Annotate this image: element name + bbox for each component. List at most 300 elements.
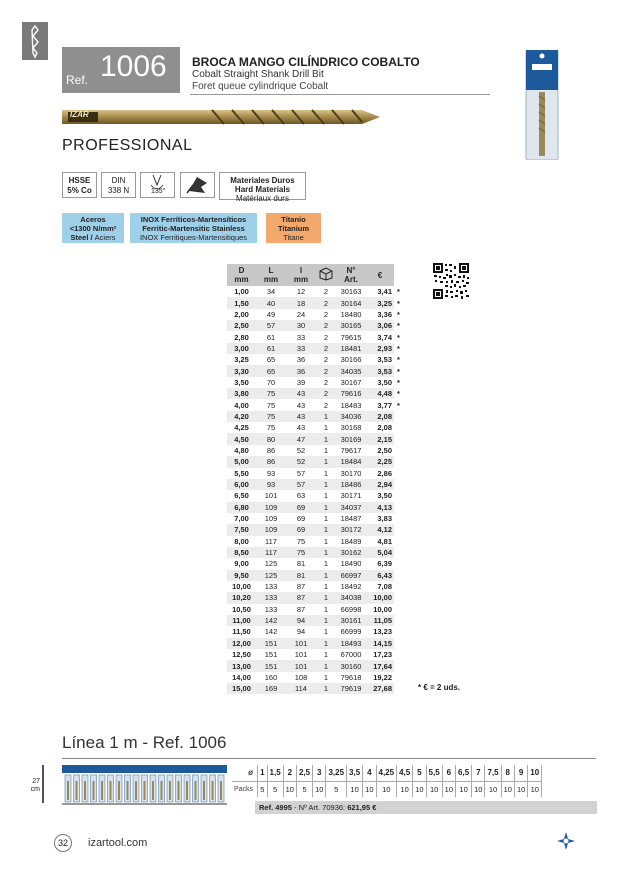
cell-article: 30162 <box>336 547 366 558</box>
cell-diameter: 12,50 <box>232 650 251 660</box>
steel-line3b: Aciers <box>94 233 116 242</box>
table-row <box>227 536 404 547</box>
cell-flute-length: 69 <box>296 514 306 524</box>
linea-packs-cell: 10 <box>501 781 514 797</box>
cell-pack: 1 <box>316 479 336 490</box>
table-row <box>227 604 404 615</box>
cell-flute-length: 36 <box>286 365 316 376</box>
cell-pack: 1 <box>323 468 329 478</box>
linea-diameter-cell: 7,5 <box>485 765 501 781</box>
spec-hsse-line2: 5% Co <box>67 186 92 195</box>
cell-price: 3,36 <box>377 309 392 319</box>
cell-pack: 1 <box>316 683 336 694</box>
titanium-line2: Titanium <box>277 224 310 233</box>
linea-packs-cell: 10 <box>376 781 397 797</box>
cell-pack: 2 <box>316 388 336 399</box>
cell-flute-length: 87 <box>296 604 306 614</box>
linea-diameter-cell: 2,5 <box>296 765 312 781</box>
cell-star: * <box>394 377 404 388</box>
linea-diameter-cell: 10 <box>528 765 542 781</box>
cell-pack: 1 <box>316 502 336 513</box>
cell-total-length: 61 <box>256 343 286 354</box>
table-row <box>227 343 404 354</box>
cell-total-length: 93 <box>266 468 276 478</box>
cell-article: 34035 <box>336 365 366 376</box>
linea-table <box>232 765 542 797</box>
cell-total-length: 133 <box>264 582 278 592</box>
table-row <box>227 592 404 603</box>
header-l: l mm <box>286 264 316 286</box>
cell-diameter: 4,25 <box>234 423 249 433</box>
cell-price: 4,13 <box>366 502 394 513</box>
cell-star <box>394 479 404 490</box>
cell-star: * <box>394 343 404 354</box>
linea-diameter-cell: 3 <box>313 765 326 781</box>
cell-total-length: 160 <box>264 672 278 682</box>
table-row <box>227 683 404 694</box>
cell-total-length: 86 <box>256 456 286 467</box>
linea-packs-cell: 10 <box>283 781 296 797</box>
drill-bit-image <box>62 104 382 130</box>
cell-pack: 2 <box>316 297 336 308</box>
header-price: € <box>366 264 394 286</box>
linea-title: Línea 1 m - Ref. 1006 <box>62 733 227 752</box>
cell-price: 11,05 <box>366 615 394 626</box>
cell-flute-length: 39 <box>296 377 306 387</box>
cell-star <box>394 513 404 524</box>
cell-pack: 2 <box>323 287 329 297</box>
linea-packs-cell: 10 <box>442 781 455 797</box>
dimension-unit: cm <box>30 786 40 793</box>
cell-article: 30170 <box>340 468 362 478</box>
cell-article: 66998 <box>340 604 362 614</box>
linea-diameter-cell: 3,25 <box>326 765 347 781</box>
table-row <box>227 558 404 569</box>
cell-total-length: 133 <box>264 604 278 614</box>
hard-materials-es: Materiales Duros <box>230 176 295 185</box>
cell-total-length: 65 <box>266 355 276 365</box>
steel-line3a: Steel / <box>70 233 95 242</box>
cell-flute-length: 108 <box>294 672 308 682</box>
cell-article: 30171 <box>340 491 362 501</box>
cell-diameter: 4,20 <box>227 411 256 422</box>
cell-flute-length: 87 <box>296 582 306 592</box>
cell-diameter: 6,80 <box>227 502 256 513</box>
cell-pack: 1 <box>323 650 329 660</box>
cell-price: 17,23 <box>373 650 392 660</box>
linea-ref-art: - Nº Art. 70936: <box>291 803 348 812</box>
linea-diameter-cell: 4,25 <box>376 765 397 781</box>
cell-article: 30168 <box>340 423 362 433</box>
cell-pack: 2 <box>323 377 329 387</box>
cell-price: 2,94 <box>366 479 394 490</box>
table-row <box>227 479 404 490</box>
cell-price: 10,00 <box>373 604 392 614</box>
cell-star <box>394 638 404 649</box>
category-drill-icon <box>22 22 48 60</box>
cell-article: 30172 <box>336 524 366 535</box>
cell-pack: 1 <box>323 559 329 569</box>
linea-packs-cell: 10 <box>485 781 501 797</box>
cell-star <box>394 411 404 422</box>
cell-flute-length: 57 <box>286 479 316 490</box>
spec-din-line2: 338 N <box>107 186 130 195</box>
cell-diameter: 10,20 <box>227 592 256 603</box>
table-row <box>227 309 404 320</box>
cell-diameter: 1,50 <box>227 297 256 308</box>
cell-pack: 1 <box>316 660 336 671</box>
cell-pack: 1 <box>316 615 336 626</box>
cell-diameter: 5,50 <box>234 468 249 478</box>
cell-price: 5,04 <box>366 547 394 558</box>
cell-star <box>394 660 404 671</box>
cell-flute-length: 24 <box>296 309 306 319</box>
cell-star <box>394 536 404 547</box>
table-row <box>227 615 404 626</box>
cell-price: 3,25 <box>366 297 394 308</box>
cell-article: 79616 <box>336 388 366 399</box>
cell-star <box>394 468 404 479</box>
cell-pack: 1 <box>323 627 329 637</box>
cell-flute-length: 81 <box>296 559 306 569</box>
header-art: N° Art. <box>336 264 366 286</box>
display-drill <box>101 781 103 800</box>
cell-article: 79615 <box>340 332 362 342</box>
cell-diameter: 8,50 <box>227 547 256 558</box>
cell-flute-length: 63 <box>296 491 306 501</box>
cell-star: * <box>394 388 404 399</box>
cell-article: 18480 <box>340 309 362 319</box>
cell-diameter: 3,25 <box>234 355 249 365</box>
table-row <box>227 331 404 342</box>
cell-star <box>394 581 404 592</box>
table-header-row <box>227 264 404 286</box>
table-row <box>227 377 404 388</box>
cell-diameter: 2,80 <box>234 332 249 342</box>
hard-materials-en: Hard Materials <box>234 185 291 194</box>
diameter-symbol: ø <box>232 765 258 781</box>
cell-article: 30169 <box>336 433 366 444</box>
cell-flute-length: 33 <box>296 332 306 342</box>
cell-flute-length: 94 <box>286 615 316 626</box>
cell-price: 2,25 <box>366 456 394 467</box>
table-row <box>227 524 404 535</box>
cell-price: 2,08 <box>377 423 392 433</box>
cell-diameter: 5,00 <box>227 456 256 467</box>
reference-box <box>62 47 180 93</box>
cell-article: 79619 <box>336 683 366 694</box>
table-row <box>227 672 404 683</box>
cell-star: * <box>394 297 404 308</box>
cell-pack: 1 <box>316 433 336 444</box>
display-drill <box>67 781 69 800</box>
table-row <box>227 445 404 456</box>
cell-diameter: 4,50 <box>227 433 256 444</box>
material-inox <box>130 213 257 243</box>
cell-total-length: 117 <box>265 536 277 546</box>
cell-flute-length: 36 <box>296 355 306 365</box>
dimension-value: 27 <box>32 778 40 785</box>
cell-total-length: 70 <box>266 377 276 387</box>
cell-pack: 1 <box>316 570 336 581</box>
cell-pack: 2 <box>316 343 336 354</box>
cell-article: 79617 <box>340 445 362 455</box>
display-drill <box>76 781 78 800</box>
display-drill <box>212 781 214 800</box>
cell-star <box>394 547 404 558</box>
cell-price: 17,64 <box>366 660 394 671</box>
product-title-en: Cobalt Straight Shank Drill Bit <box>192 69 324 80</box>
cell-total-length: 125 <box>256 570 286 581</box>
cell-total-length: 109 <box>256 502 286 513</box>
cell-pack: 2 <box>323 400 329 410</box>
cell-price: 27,68 <box>366 683 394 694</box>
cell-flute-length: 43 <box>296 400 306 410</box>
cell-diameter: 10,50 <box>232 604 251 614</box>
inox-line2: Ferritic-Martensitic Stainless <box>142 224 245 233</box>
table-row <box>227 365 404 376</box>
linea-reference <box>255 801 597 814</box>
cell-total-length: 75 <box>266 423 276 433</box>
cell-flute-length: 101 <box>286 638 316 649</box>
linea-packs-cell: 5 <box>267 781 283 797</box>
cell-total-length: 49 <box>266 309 276 319</box>
cell-price: 3,50 <box>377 377 392 387</box>
table-row <box>227 649 404 660</box>
cell-price: 14,15 <box>366 638 394 649</box>
display-drill <box>118 781 120 800</box>
linea-packs-cell: 10 <box>528 781 542 797</box>
cell-total-length: 34 <box>266 287 276 297</box>
material-steel <box>62 213 124 243</box>
cell-diameter: 3,00 <box>227 343 256 354</box>
linea-diameter-cell: 5 <box>413 765 426 781</box>
cell-price: 4,12 <box>366 524 394 535</box>
cell-article: 30166 <box>340 355 362 365</box>
cell-flute-length: 43 <box>286 411 316 422</box>
linea-packs-cell: 10 <box>456 781 472 797</box>
cell-total-length: 75 <box>266 400 276 410</box>
cell-total-length: 109 <box>256 524 286 535</box>
hard-materials-fr: Matériaux durs <box>236 194 289 203</box>
cell-price: 4,81 <box>377 536 392 546</box>
brand-logo-text: IZAR <box>70 110 89 119</box>
cell-article: 18489 <box>340 536 362 546</box>
header-pack <box>316 264 336 286</box>
cell-diameter: 4,80 <box>234 445 249 455</box>
cell-total-length: 117 <box>256 547 286 558</box>
steel-line2: <1300 N/mm² <box>69 224 117 233</box>
cell-article: 18490 <box>340 559 362 569</box>
cell-star <box>394 456 404 467</box>
linea-packs-cell: 10 <box>426 781 442 797</box>
linea-diameter-cell: 9 <box>514 765 527 781</box>
header-d: D mm <box>227 264 256 286</box>
cell-flute-length: 52 <box>296 445 306 455</box>
cell-article: 18492 <box>340 582 362 592</box>
cell-article: 18483 <box>340 400 362 410</box>
cell-pack: 1 <box>323 423 329 433</box>
linea-diameter-row <box>232 765 542 781</box>
qr-code[interactable] <box>432 262 470 300</box>
display-drill <box>169 781 171 800</box>
linea-packs-cell: 10 <box>313 781 326 797</box>
cell-total-length: 151 <box>264 650 278 660</box>
cell-diameter: 11,00 <box>227 615 256 626</box>
cell-star <box>394 570 404 581</box>
cell-pack: 1 <box>316 524 336 535</box>
cell-total-length: 65 <box>256 365 286 376</box>
spec-din-line1: DIN <box>111 176 126 185</box>
cell-pack: 1 <box>316 456 336 467</box>
product-title-fr: Foret queue cylindrique Cobalt <box>192 81 329 92</box>
display-drill <box>84 781 86 800</box>
page-number: 32 <box>54 834 72 852</box>
table-row <box>227 320 404 331</box>
table-row <box>227 570 404 581</box>
cell-total-length: 75 <box>256 388 286 399</box>
cell-diameter: 9,50 <box>227 570 256 581</box>
product-title-es: BROCA MANGO CILÍNDRICO COBALTO <box>192 55 420 69</box>
angle-value: 135° <box>151 188 166 195</box>
cell-diameter: 7,50 <box>227 524 256 535</box>
cell-article: 18493 <box>336 638 366 649</box>
pack-note: * € = 2 uds. <box>418 683 461 692</box>
cell-diameter: 4,00 <box>234 400 249 410</box>
cell-total-length: 57 <box>256 320 286 331</box>
table-row <box>227 456 404 467</box>
cell-price: 3,53 <box>377 355 392 365</box>
linea-diameter-cell: 2 <box>283 765 296 781</box>
spec-point-angle <box>140 172 175 198</box>
linea-diameter-cell: 7 <box>472 765 485 781</box>
display-drill <box>93 781 95 800</box>
cell-pack: 2 <box>316 365 336 376</box>
cell-star <box>394 433 404 444</box>
cell-star <box>394 615 404 626</box>
cell-price: 6,43 <box>366 570 394 581</box>
cell-total-length: 40 <box>256 297 286 308</box>
linea-packs-cell: 10 <box>514 781 527 797</box>
linea-packs-cell: 10 <box>413 781 426 797</box>
cell-star: * <box>394 399 404 410</box>
cell-flute-length: 52 <box>286 456 316 467</box>
cell-price: 19,22 <box>373 672 392 682</box>
linea-diameter-cell: 5,5 <box>426 765 442 781</box>
cell-flute-length: 101 <box>286 660 316 671</box>
linea-packs-cell: 10 <box>472 781 485 797</box>
linea-diameter-cell: 8 <box>501 765 514 781</box>
cell-flute-length: 75 <box>286 547 316 558</box>
dimension-bar <box>42 765 44 803</box>
linea-packs-cell: 5 <box>258 781 267 797</box>
cell-diameter: 3,80 <box>227 388 256 399</box>
cell-star <box>394 626 404 637</box>
cell-diameter: 6,00 <box>227 479 256 490</box>
cell-total-length: 101 <box>264 491 278 501</box>
cell-total-length: 142 <box>264 627 278 637</box>
cell-total-length: 109 <box>264 514 278 524</box>
cell-price: 4,48 <box>366 388 394 399</box>
cell-pack: 1 <box>323 604 329 614</box>
table-row <box>227 581 404 592</box>
cell-article: 18486 <box>336 479 366 490</box>
cell-diameter: 14,00 <box>232 672 251 682</box>
cell-flute-length: 33 <box>286 343 316 354</box>
cell-flute-length: 47 <box>286 433 316 444</box>
cell-pack: 1 <box>323 582 329 592</box>
display-stand-image <box>62 765 227 805</box>
cell-price: 2,15 <box>366 433 394 444</box>
cell-total-length: 169 <box>256 683 286 694</box>
cell-pack: 1 <box>323 445 329 455</box>
cell-price: 10,00 <box>366 592 394 603</box>
product-package-image <box>522 50 562 160</box>
cell-price: 2,50 <box>377 445 392 455</box>
display-drill <box>144 781 146 800</box>
linea-diameter-cell: 6 <box>442 765 455 781</box>
cell-diameter: 11,50 <box>232 627 251 637</box>
spec-din <box>101 172 136 198</box>
cell-flute-length: 43 <box>286 388 316 399</box>
cell-article: 18484 <box>336 456 366 467</box>
cell-price: 13,23 <box>373 627 392 637</box>
cell-flute-length: 101 <box>294 650 308 660</box>
display-drill <box>152 781 154 800</box>
material-titanium <box>266 213 321 243</box>
cell-diameter: 9,00 <box>234 559 249 569</box>
table-row <box>227 468 404 479</box>
cell-article: 34038 <box>336 592 366 603</box>
website-link[interactable]: izartool.com <box>88 837 148 849</box>
box-icon <box>318 267 334 281</box>
spec-hard-materials <box>219 172 306 203</box>
cell-flute-length: 43 <box>296 423 306 433</box>
cell-star <box>394 672 404 683</box>
cell-price: 3,50 <box>377 491 392 501</box>
linea-packs-cell: 10 <box>363 781 376 797</box>
cell-diameter: 7,00 <box>234 514 249 524</box>
table-row <box>227 490 404 501</box>
cell-star <box>394 558 404 569</box>
cell-pack: 1 <box>323 491 329 501</box>
cell-price: 2,08 <box>366 411 394 422</box>
display-drill <box>178 781 180 800</box>
cell-pack: 2 <box>323 355 329 365</box>
linea-diameter-cell: 6,5 <box>456 765 472 781</box>
cell-price: 3,77 <box>377 400 392 410</box>
packs-label: Packs <box>234 785 254 793</box>
cell-star <box>394 524 404 535</box>
cell-price: 7,08 <box>377 582 392 592</box>
display-drill <box>195 781 197 800</box>
linea-diameter-cell: 4,5 <box>397 765 413 781</box>
cell-star <box>394 649 404 660</box>
steel-line1: Aceros <box>80 215 106 224</box>
display-drill <box>203 781 205 800</box>
cell-pack: 2 <box>323 309 329 319</box>
cell-article: 18481 <box>336 343 366 354</box>
cell-star <box>394 604 404 615</box>
cell-article: 30160 <box>336 660 366 671</box>
cell-diameter: 8,00 <box>234 536 249 546</box>
table-row <box>227 660 404 671</box>
inox-line3: INOX Ferritiques-Martensitiques <box>139 233 248 242</box>
linea-packs-cell: 10 <box>347 781 363 797</box>
cell-pack: 2 <box>316 320 336 331</box>
cell-diameter: 3,30 <box>227 365 256 376</box>
cell-diameter: 3,50 <box>234 377 249 387</box>
